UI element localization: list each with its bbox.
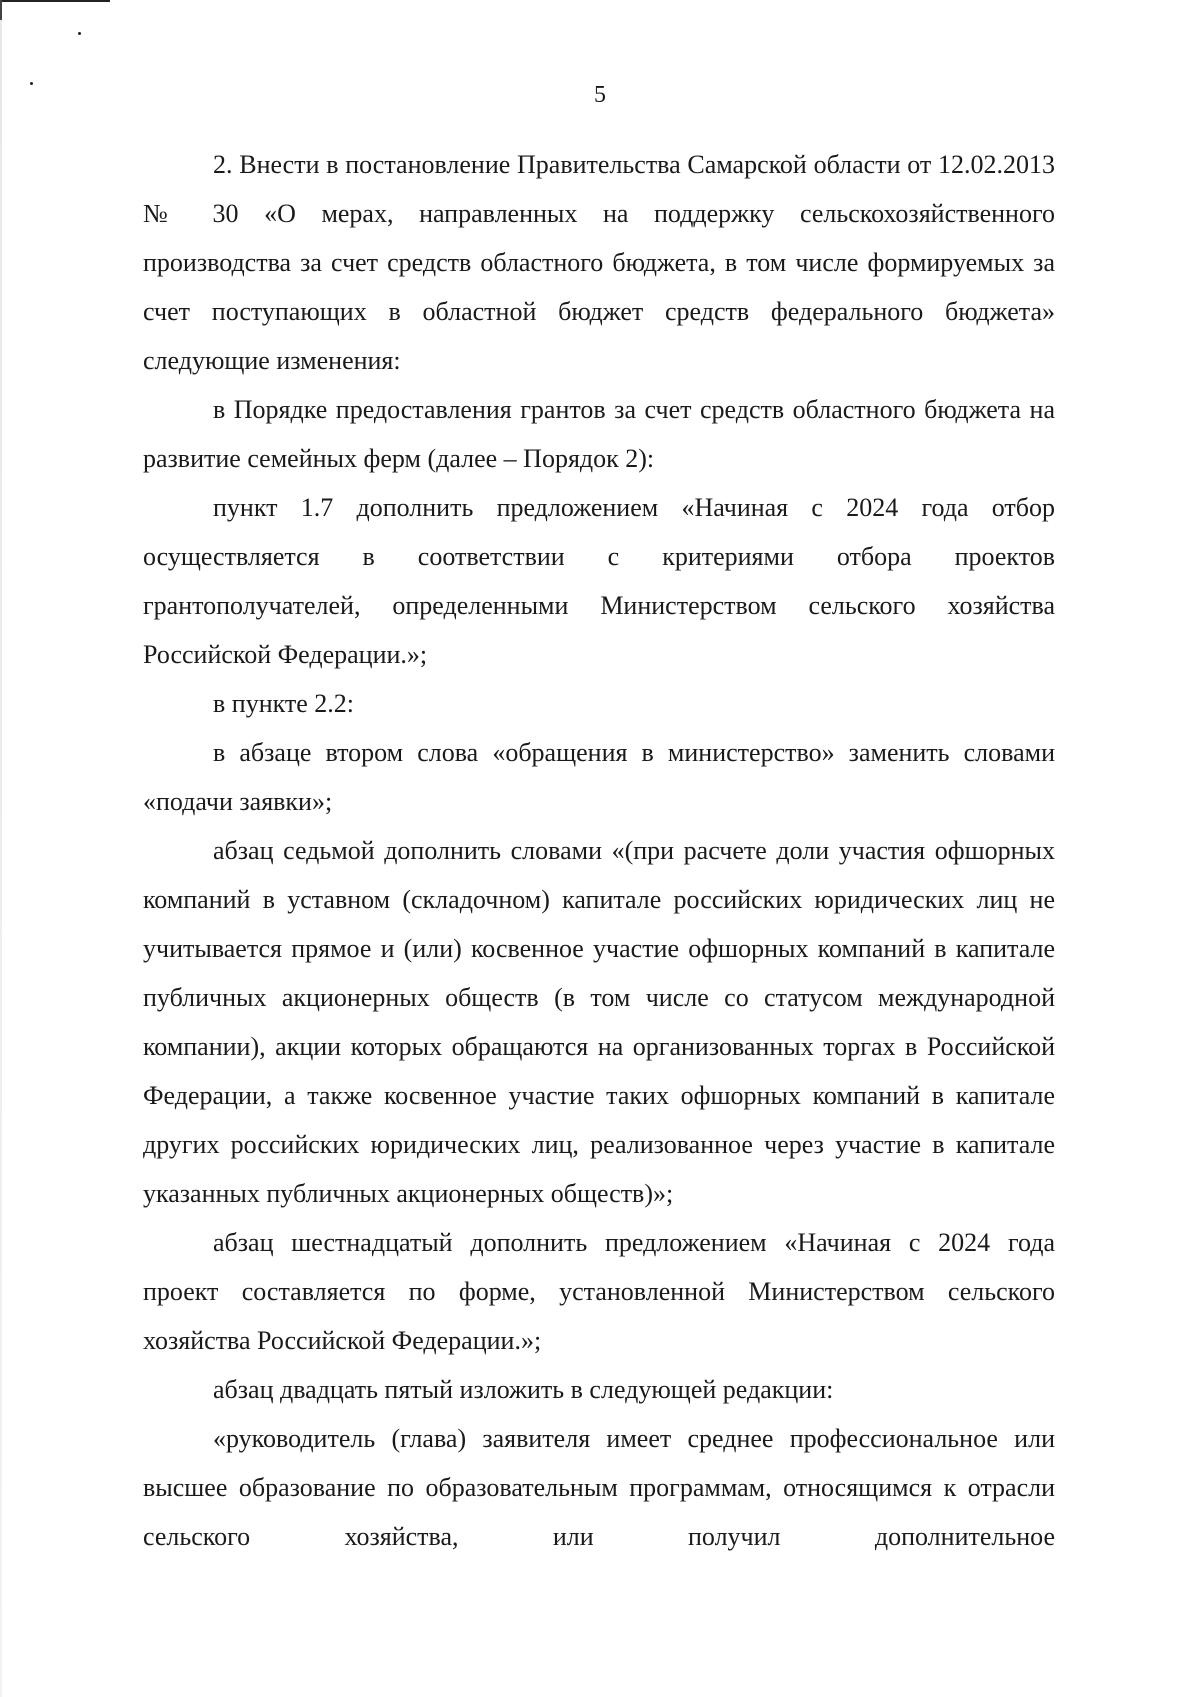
- paragraph: в абзаце втором слова «обращения в министерство» заменить словами «подачи заявки»;: [143, 738, 1055, 816]
- document-body: [143, 140, 1055, 1561]
- paragraph: абзац шестнадцатый дополнить предложением «Начиная с 2024 года проект составляется по форме, установленной Министерством сельского хозяйства Российской Федерации.»;: [143, 1228, 1055, 1355]
- page-number: 5: [594, 82, 606, 108]
- paragraph: абзац двадцать пятый изложить в следующей редакции:: [213, 1375, 834, 1404]
- paragraph: в пункте 2.2:: [213, 689, 355, 718]
- scan-edge-mark: [0, 0, 110, 2]
- paragraph: пункт 1.7 дополнить предложением «Начиная с 2024 года отбор осуществляется в соответствии с критериями отбора проектов грантополучателей, определенными Министерством сельского хозяйства Российской Федерации.»;: [143, 493, 1055, 669]
- paragraph: 2. Внести в постановление Правительства Самарской области от 12.02.2013 № 30 «О мерах, направленных на поддержку сельскохозяйственного производства за счет средств областного бюджета, в том числе формируемых за счет поступающих в областной бюджет средств федерального бюджета» следующие изменения:: [143, 150, 1055, 375]
- paragraph: «руководитель (глава) заявителя имеет среднее профессиональное или высшее образование по образовательным программам, относящимся к отрасли сельского хозяйства, или получил дополнительное: [143, 1424, 1055, 1551]
- scan-speck: [78, 32, 81, 35]
- paragraph: абзац седьмой дополнить словами «(при расчете доли участия офшорных компаний в уставном (складочном) капитале российских юридических лиц не учитывается прямое и (или) косвенное участие офшорных компаний в капитале публичных акционерных обществ (в том числе со статусом международной компании), акции которых обращаются на организованных торгах в Российской Федерации, а также косвенное участие таких офшорных компаний в капитале других российских юридических лиц, реализованное через участие в капитале указанных публичных акционерных обществ)»;: [143, 836, 1055, 1208]
- scan-left-edge: [0, 0, 2, 1697]
- paragraph: в Порядке предоставления грантов за счет средств областного бюджета на развитие семейных ферм (далее – Порядок 2):: [143, 395, 1055, 473]
